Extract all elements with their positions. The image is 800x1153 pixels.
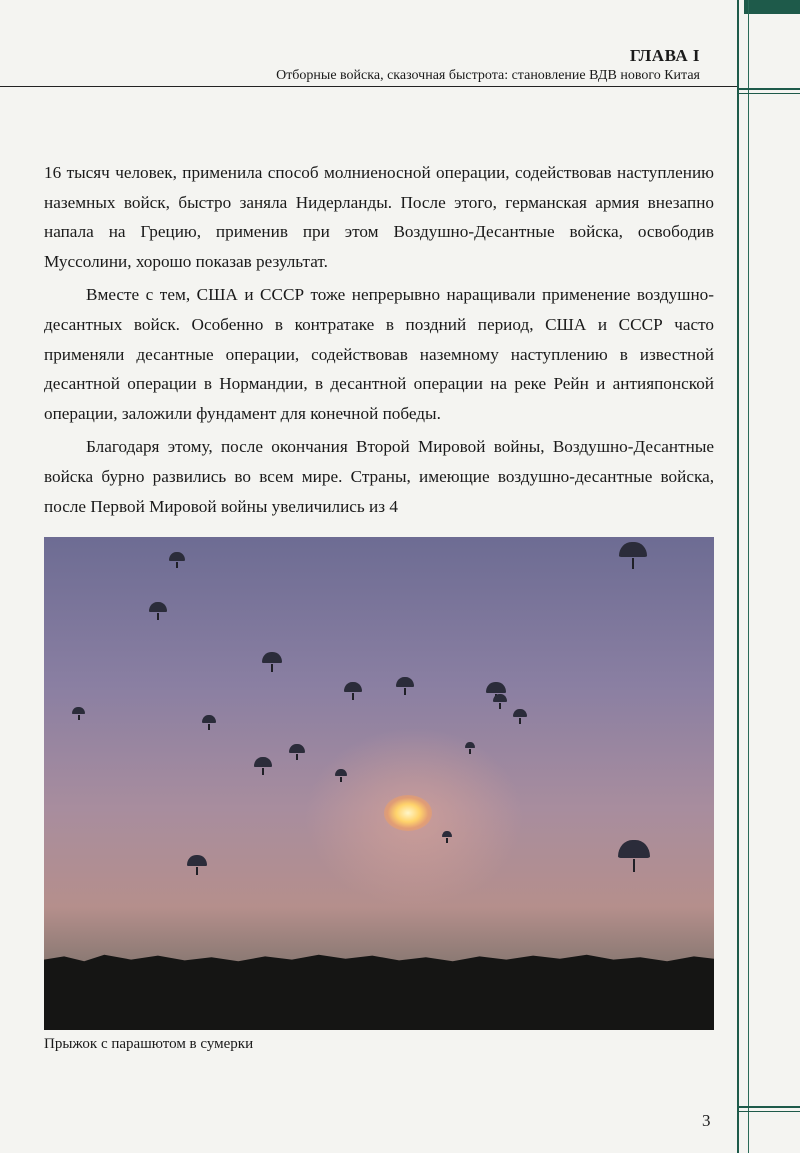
parachute — [169, 552, 185, 568]
parachute — [149, 602, 167, 620]
parachute — [442, 831, 452, 843]
chapter-subtitle: Отборные войска, сказочная быстрота: становление ВДВ нового Китая — [276, 68, 700, 83]
parachute — [344, 682, 362, 700]
paragraph: Вместе с тем, США и СССР тоже непрерывно наращивали применение воздушно-десантных войск. Особенно в контратаке в поздний период, США и СССР часто применяли десантные операции, содействовав наземному наступлению в известной десантной операции в Нормандии, в десантной операции на реке Рейн и антияпонской операции, заложили фундамент для конечной победы. — [44, 285, 714, 423]
photo-caption: Прыжок с парашютом в сумерки — [44, 1036, 254, 1052]
parachute — [335, 769, 347, 782]
paragraph: 16 тысяч человек, применила способ молниеносной операции, содействовав наступлению наземных войск, быстро заняла Нидерланды. После этого, германская армия внезапно напала на Грецию, применив при этом Воздушно-Десантные войска, освободив Муссолини, хорошо показав результат. — [44, 163, 714, 271]
parachute-photo — [44, 537, 714, 1030]
parachute — [202, 715, 216, 730]
parachute — [72, 707, 85, 720]
sun — [384, 795, 432, 831]
chapter-title: ГЛАВА I — [629, 46, 700, 65]
parachute — [618, 840, 650, 872]
parachute — [262, 652, 282, 672]
header-divider — [0, 86, 737, 87]
parachute — [254, 757, 272, 775]
parachute — [619, 542, 647, 569]
parachute — [187, 855, 207, 875]
parachute — [465, 742, 475, 754]
parachute — [396, 677, 414, 695]
page-number: 3 — [702, 1111, 711, 1130]
body-text — [44, 158, 714, 525]
parachute — [289, 744, 305, 760]
margin-rule-top — [738, 88, 800, 90]
parachute — [513, 709, 527, 724]
margin-rule-vertical — [737, 0, 739, 1153]
margin-rule-vertical-thin — [748, 0, 749, 1153]
margin-rule-bottom-thin — [738, 1111, 800, 1112]
parachute — [493, 694, 507, 709]
paragraph: Благодаря этому, после окончания Второй Мировой войны, Воздушно-Десантные войска бурно развились во всем мире. Страны, имеющие воздушно-десантные войска, после Первой Мировой войны увеличились из 4 — [44, 437, 714, 516]
margin-rule-bottom — [738, 1106, 800, 1108]
corner-tab-decoration — [744, 0, 800, 14]
tree-line-silhouette — [44, 950, 714, 1030]
running-header — [276, 46, 700, 84]
margin-rule-top-thin — [738, 93, 800, 94]
